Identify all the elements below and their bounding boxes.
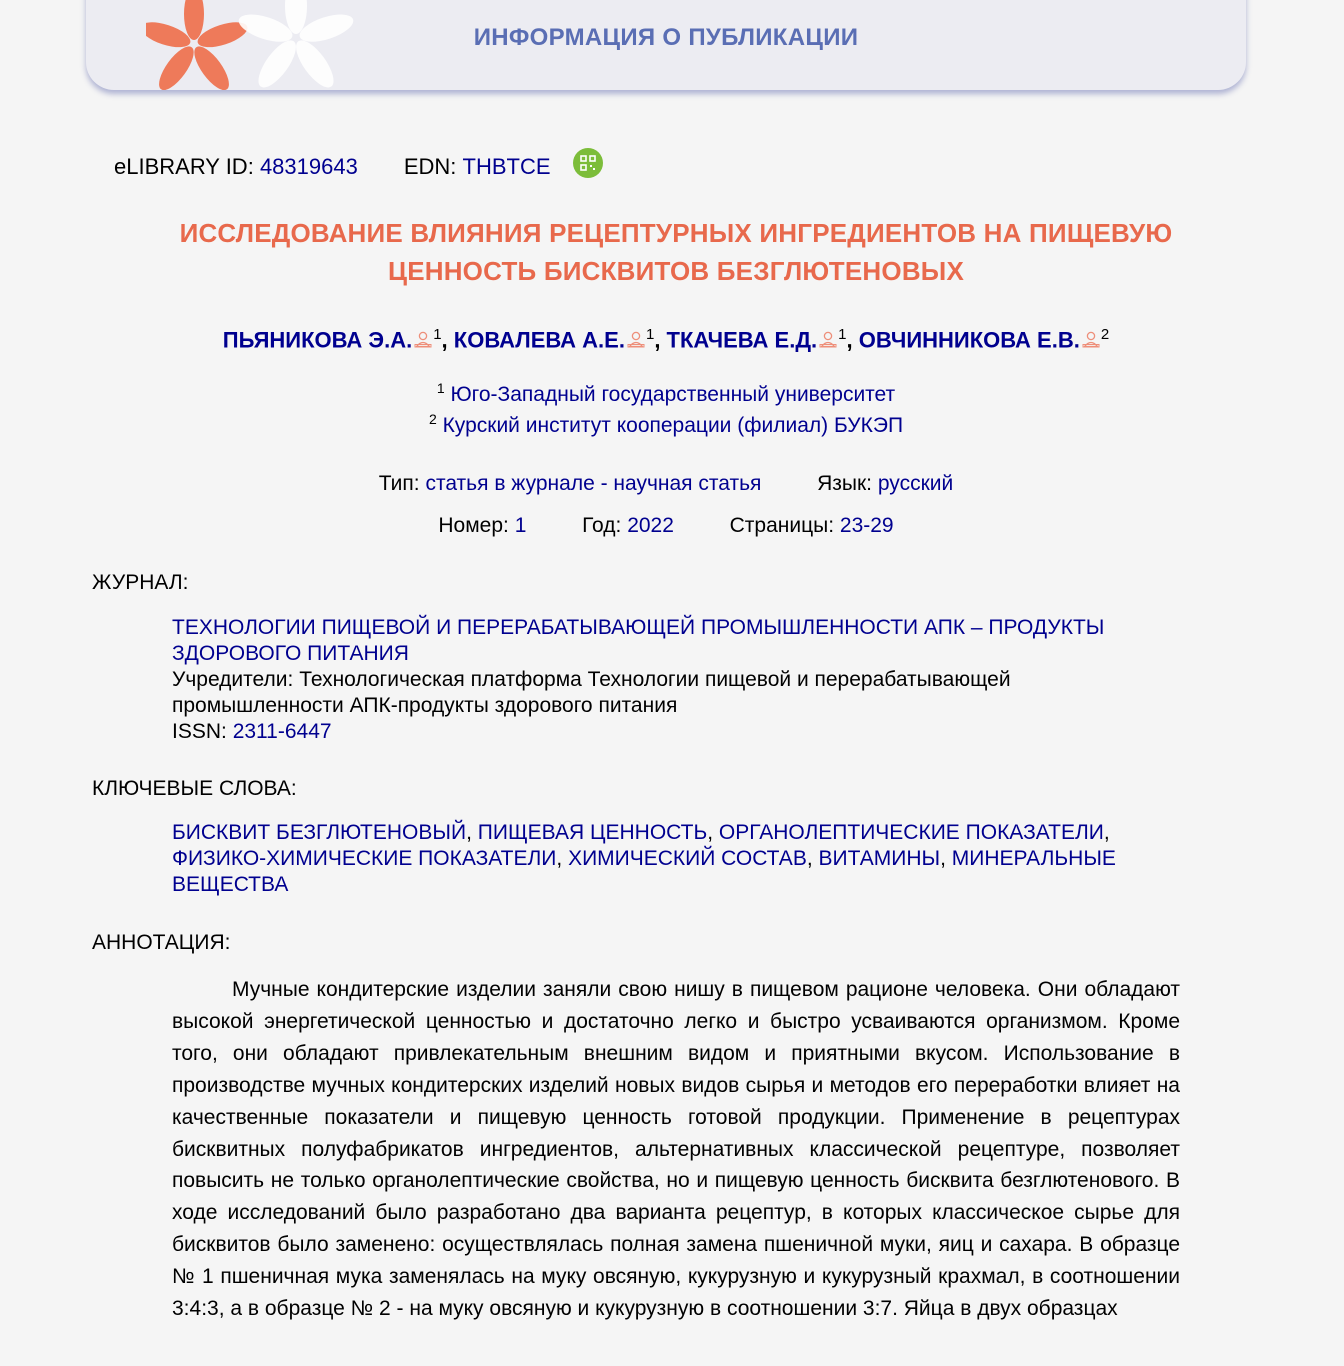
keyword-link[interactable]: ФИЗИКО-ХИМИЧЕСКИЕ ПОКАЗАТЕЛИ (172, 847, 557, 870)
journal-name-line: ЗДОРОВОГО ПИТАНИЯ (172, 642, 409, 665)
author-profile-icon[interactable] (819, 330, 837, 348)
type-label: Тип: (378, 472, 420, 495)
article-title-line: ЦЕННОСТЬ БИСКВИТОВ БЕЗГЛЮТЕНОВЫХ (388, 256, 964, 286)
number-value[interactable]: 1 (514, 514, 527, 537)
abstract-text: Мучные кондитерские изделии заняли свою нишу в пищевом рационе человека. Они обладают высокой энергетической ценностью и достаточно легко и быстро усваиваются организмом. Кроме того, они обладают привлекательным внешним видом и приятными вкусом. Использование в производстве мучных кондитерских изделий новых видов сырья и методов его переработки влияет на качественные показатели и пищевую ценность готовой продукции. Применение в рецептурах бисквитных полуфабрикатов ингредиентов, альтернативных классической рецептуре, позволяет повысить не только органолептические свойства, но и пищевую ценность бисквита безглютенового. В ходе исследований было разработано два варианта рецептур, в которых классическое сырье для бисквитов было заменено: осуществлялась полная замена пшеничной муки, яиц и сахара. В образце № 1 пшеничная мука заменялась на муку овсяную, кукурузную и кукурузный крахмал, в соотношении 3:4:3, а в образце № 2 - на муку овсяную и кукурузную в соотношении 3:7. Яйца в двух образцах (172, 978, 1180, 1321)
keyword-link[interactable]: БИСКВИТ БЕЗГЛЮТЕНОВЫЙ (172, 821, 467, 844)
journal-section-label: ЖУРНАЛ: (92, 571, 189, 594)
journal-founders (172, 667, 1182, 719)
type-language-row (0, 472, 1332, 496)
author-affil-sup: 1 (433, 326, 442, 343)
type-value[interactable]: статья в журнале - научная статья (425, 472, 762, 495)
author-affil-sup: 1 (645, 326, 655, 343)
keyword-link[interactable]: ПИЩЕВАЯ ЦЕННОСТЬ (477, 821, 708, 844)
author-profile-icon[interactable] (414, 330, 432, 348)
affiliation-sup: 1 (436, 380, 445, 396)
pages-value[interactable]: 23-29 (839, 514, 894, 537)
elibrary-id-link[interactable]: 48319643 (259, 154, 358, 179)
author-link[interactable]: КОВАЛЕВА А.Е. (453, 327, 625, 353)
author-affil-sup: 1 (838, 326, 847, 343)
abstract-text-block (172, 974, 1180, 1325)
author-link[interactable]: ПЬЯНИКОВА Э.А. (222, 327, 413, 353)
affiliation-link[interactable]: Курский институт кооперации (филиал) БУКЭП (442, 414, 904, 437)
article-title (0, 214, 1344, 290)
language-label: Язык: (817, 472, 873, 495)
keyword-link[interactable]: ВИТАМИНЫ (818, 847, 941, 870)
elibrary-id-label: eLIBRARY ID: (114, 154, 254, 179)
language-value[interactable]: русский (877, 472, 954, 495)
affiliation (0, 380, 1332, 407)
author-link[interactable]: ТКАЧЕВА Е.Д. (666, 327, 818, 353)
founders-label: Учредители: (172, 668, 294, 691)
header-title: ИНФОРМАЦИЯ О ПУБЛИКАЦИИ (473, 24, 859, 51)
edn-label: EDN: (403, 154, 457, 179)
journal-name-line: ТЕХНОЛОГИИ ПИЩЕВОЙ И ПЕРЕРАБАТЫВАЮЩЕЙ ПРОМЫШЛЕННОСТИ АПК – ПРОДУКТЫ (172, 616, 1105, 639)
ids-row (114, 152, 603, 182)
keywords-block: БИСКВИТ БЕЗГЛЮТЕНОВЫЙ, ПИЩЕВАЯ ЦЕННОСТЬ, ОРГАНОЛЕПТИЧЕСКИЕ ПОКАЗАТЕЛИ, ФИЗИКО-ХИМИЧЕСКИЕ ПОКАЗАТЕЛИ, ХИМИЧЕСКИЙ СОСТАВ, ВИТАМИНЫ, МИНЕРАЛЬНЫЕ ВЕЩЕСТВА (172, 821, 1116, 896)
keyword-link[interactable]: МИНЕРАЛЬНЫЕ ВЕЩЕСТВА (172, 847, 1116, 896)
pages-label: Страницы: (729, 514, 835, 537)
article-title-line: ИССЛЕДОВАНИЕ ВЛИЯНИЯ РЕЦЕПТУРНЫХ ИНГРЕДИЕНТОВ НА ПИЩЕВУЮ (179, 218, 1173, 248)
journal-issn (172, 719, 1182, 745)
keyword-link[interactable]: ОРГАНОЛЕПТИЧЕСКИЕ ПОКАЗАТЕЛИ (718, 821, 1104, 844)
qr-code-icon[interactable] (573, 148, 603, 178)
founders-line: промышленности АПК-продукты здорового питания (172, 694, 678, 717)
keywords-section-label: КЛЮЧЕВЫЕ СЛОВА: (92, 777, 297, 800)
affiliation-sup: 2 (428, 411, 437, 427)
author-affil-sup: 2 (1100, 326, 1110, 343)
authors-line: ПЬЯНИКОВА Э.А. $^1$, КОВАЛЕВА А.Е. $^1$, ТКАЧЕВА Е.Д. $^1$, ОВЧИННИКОВА Е.В. $^2$ (222, 326, 1110, 353)
journal-block (172, 615, 1182, 745)
affiliation (0, 411, 1332, 438)
edn-link[interactable]: THBTCE (462, 154, 551, 179)
journal-name-link[interactable] (172, 615, 1182, 667)
year-label: Год: (582, 514, 622, 537)
header-panel (86, 0, 1246, 90)
issn-link[interactable]: 2311-6447 (232, 720, 332, 743)
affiliation-link[interactable]: Юго-Западный государственный университет (450, 383, 896, 406)
founders-line: Технологическая платформа Технологии пищевой и перерабатывающей (299, 668, 1011, 691)
year-value[interactable]: 2022 (627, 514, 674, 537)
author-link[interactable]: ОВЧИННИКОВА Е.В. (858, 327, 1080, 353)
author-profile-icon[interactable] (627, 330, 645, 348)
number-year-pages-row (0, 514, 1332, 538)
keyword-link[interactable]: ХИМИЧЕСКИЙ СОСТАВ (568, 847, 807, 870)
number-label: Номер: (438, 514, 509, 537)
issn-label: ISSN: (172, 720, 227, 743)
abstract-section-label: АННОТАЦИЯ: (92, 931, 231, 954)
author-profile-icon[interactable] (1082, 330, 1100, 348)
